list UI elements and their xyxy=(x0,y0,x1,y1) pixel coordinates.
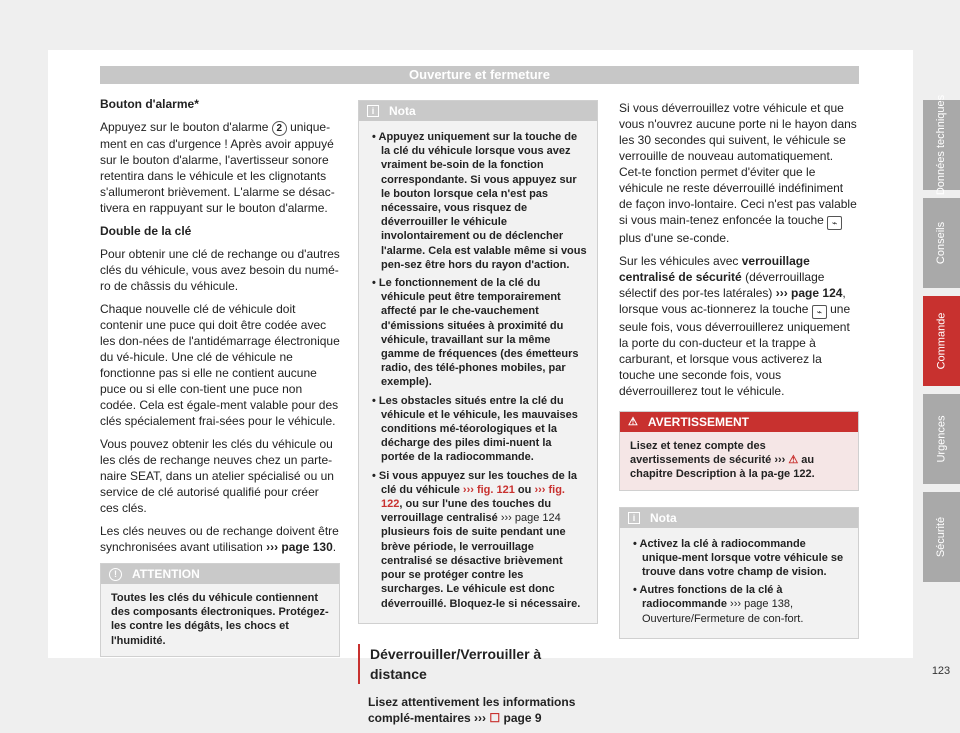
list-item: • Activez la clé à radiocommande unique-ment lorsque votre véhicule se trouve dans votre champ de vision. xyxy=(633,537,844,579)
column-3 xyxy=(619,100,859,639)
paragraph-autolock: Si vous déverrouillez votre véhicule et que vous n'ouvrez aucune porte ni le hayon dans les 30 secondes qui suivent, le véhicule se verrouille de nouveau automatiquement. Cet-te fonction permet d'éviter que le véhicule ne reste déverrouillé indéfiniment de façon invo-lontaire. Ceci n'est pas valable si vous main-tenez enfoncée la touche ⌁ plus d'une se-conde. xyxy=(619,101,857,245)
paragraph-chip: Chaque nouvelle clé de véhicule doit contenir une puce qui doit être codée avec les don-nées de l'antidémarrage électronique du vé-hicule. Une clé de véhicule ne fonctionne pas si elle ne contient aucune puce ou si elle con-tient une puce non codée. Cela est égale-ment valable pour des clés spécialement frai-sées pour le véhicule. xyxy=(100,302,340,428)
book-icon: ☐ xyxy=(489,710,501,725)
warning-triangle-icon: ⚠ xyxy=(628,416,638,428)
nota-box xyxy=(619,507,859,639)
page-link[interactable]: ››› page 138, Ouverture/Fermeture de con-fort. xyxy=(642,598,804,625)
nota-title: Nota xyxy=(650,510,677,525)
info-circle-icon: ! xyxy=(109,568,122,581)
tab-urgences[interactable]: Urgences xyxy=(923,394,960,484)
paragraph-chassis: Pour obtenir une clé de rechange ou d'autres clés du véhicule, vous avez besoin du numé-ro de châssis du véhicule. xyxy=(100,247,340,293)
unlock-key-icon: ⌁ xyxy=(812,305,827,319)
page xyxy=(48,50,951,725)
list-item: • Autres fonctions de la clé à radiocommande ››› page 138, Ouverture/Fermeture de con-fort. xyxy=(633,584,804,625)
warning-title: AVERTISSEMENT xyxy=(647,415,749,429)
page-link[interactable]: ››› page 130 xyxy=(266,540,333,554)
figure-link[interactable]: ››› fig. 122 xyxy=(381,483,565,511)
warning-box: ⚠ AVERTISSEMENT Lisez et tenez compte des avertissements de sécurité ››› ⚠ au chapitre Description à la pa-ge 122. xyxy=(619,411,859,491)
info-icon: i xyxy=(367,105,379,117)
tab-donnees-techniques[interactable]: Données techniques xyxy=(923,100,960,190)
figure-link[interactable]: ››› fig. 121 xyxy=(462,483,515,496)
paragraph-dealer: Vous pouvez obtenir les clés du véhicule ou les clés de rechange neuves chez un parte-naire SEAT, dans un atelier spécialisé ou un service de clé autorisé qualifié pour créer ces clés. xyxy=(100,437,334,515)
tab-conseils[interactable]: Conseils xyxy=(923,198,960,288)
tab-securite[interactable]: Sécurité xyxy=(923,492,960,582)
tab-commande[interactable]: Commande xyxy=(923,296,960,386)
page-header: Ouverture et fermeture xyxy=(100,66,859,84)
page-link[interactable]: ››› xyxy=(474,710,487,725)
page-link[interactable]: ››› xyxy=(774,454,786,467)
list-item: • Si vous appuyez sur les touches de la clé du véhicule ››› fig. 121 ou ››› fig. 122, ou sur l'une des touches du verrouillage centralisé ››› page 124 plusieurs fois de suite pendant une brève période, le verrouillage centralisé se désactive brièvement pour se protéger contre les surcharges. Le véhicule est donc déverrouillé. Bloquez-le si nécessaire. xyxy=(372,469,581,610)
nota-box xyxy=(358,100,598,624)
info-icon: i xyxy=(628,512,640,524)
section-title: Déverrouiller/Verrouiller à distance xyxy=(358,644,598,684)
attention-text: Toutes les clés du véhicule contiennent des composants électroniques. Protégez-les contre les dégâts, les chocs et l'humidité. xyxy=(101,584,339,656)
paragraph-alarm: Appuyez sur le bouton d'alarme 2 unique-ment en cas d'urgence ! Après avoir appuyé sur le bouton d'alarme, l'avertisseur sonore retentira dans le véhicule et les clignotants s'allumeront brièvement. L'alarme se désac-tivera en rappuyant sur le bouton d'alarme. xyxy=(100,120,335,215)
column-1 xyxy=(100,96,340,657)
callout-number: 2 xyxy=(272,121,287,136)
heading-alarm-button: Bouton d'alarme* xyxy=(100,97,199,111)
list-item: • Les obstacles situés entre la clé du véhicule et le véhicule, les mauvaises conditions mé-téorologiques et la décharge des piles dimi-nuent la portée de la radiocommande. xyxy=(372,394,578,464)
paragraph-sync: Les clés neuves ou de rechange doivent être synchronisées avant utilisation ››› page 130. xyxy=(100,524,339,554)
unlock-key-icon: ⌁ xyxy=(827,216,842,230)
attention-box xyxy=(100,563,340,657)
column-2 xyxy=(358,100,598,733)
heading-duplicate-key: Double de la clé xyxy=(100,224,192,238)
nota-title: Nota xyxy=(389,104,416,118)
paragraph-central-lock: Sur les véhicules avec verrouillage centralisé de sécurité (déverrouillage sélectif des por-tes latérales) ››› page 124, lorsque vous ac-tionnerez la touche ⌁ une seule fois, vous déverrouillerez uniquement la porte du con-ducteur et la trappe à carburant, et lorsque vous activerez la touche une seconde fois, vous déverrouillerez tout le véhicule. xyxy=(619,254,851,398)
list-item: • Appuyez uniquement sur la touche de la clé du véhicule lorsque vous avez vraiment be-soin de la fonction correspondante. Si vous appuyez sur le bouton lorsque cela n'est pas nécessaire, vous risquez de déverrouiller le véhicule involontairement ou de déclencher l'alarme. Cela est valable même si vous pen-sez être hors du rayon d'action. xyxy=(372,131,587,271)
attention-title: ATTENTION xyxy=(132,567,200,581)
page-number: 123 xyxy=(931,665,951,677)
page-link[interactable]: ››› page 124 xyxy=(775,286,843,300)
page-link[interactable]: ››› page 124 xyxy=(500,512,561,525)
warning-triangle-icon: ⚠ xyxy=(788,454,799,467)
list-item: • Le fonctionnement de la clé du véhicule peut être temporairement affecté par le che-vauchement d'émissions situées à proximité du véhicule, travaillant sur la même gamme de fréquences (des émetteurs radio, des télé-phones mobiles, par exemple). xyxy=(372,277,579,389)
intro-paragraph: Lisez attentivement les informations complé-mentaires ››› ☐ page 9 xyxy=(368,694,576,725)
